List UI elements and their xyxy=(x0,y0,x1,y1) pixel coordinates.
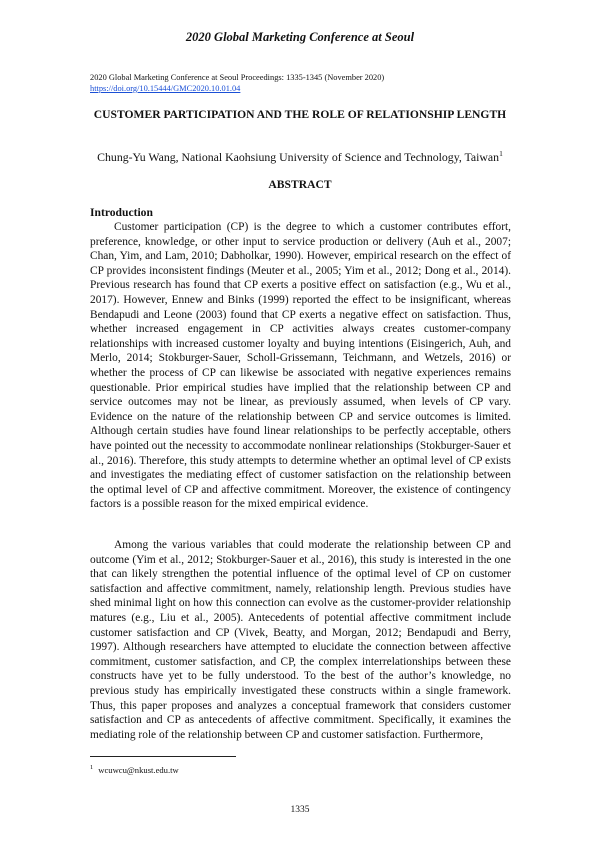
paper-title: CUSTOMER PARTICIPATION AND THE ROLE OF RELATIONSHIP LENGTH xyxy=(93,108,507,121)
abstract-heading: ABSTRACT xyxy=(268,178,332,191)
paragraph-text: Customer participation (CP) is the degree to which a customer contributes effort, preference, knowledge, or other input to service production or delivery (Auh et al., 2007; Chan, Yim, and Lam, 2010; Dabholkar, 1990). However, empirical research on the effect of CP provides inconsistent findings (Meuter et al., 2005; Yim et al., 2012; Dong et al., 2014). Previous research has found that CP exerts a positive effect on satisfaction (e.g., Wu et al., 2017). However, Ennew and Binks (1999) reported the effect to be insignificant, whereas Bendapudi and Leone (2003) found that CP exerts a negative effect on satisfaction. Thus, whether increased engagement in CP activities always creates customer-company relationships with increased customer loyalty and buying intentions (Eisingerich, Auh, and Merlo, 2014; Stokburger-Sauer, Scholl-Grissemann, Teichmann, and Wetzels, 2016) or whether the process of CP can likewise be associated with negative experiences remains questionable. Prior empirical studies have implied that the relationship between CP and service outcomes may not be linear, as previously assumed, when levels of CP vary. Evidence on the nature of the relationship between CP and service outcomes is limited. Although certain studies have found linear relationships to be perfectly acceptable, others have pointed out the necessity to accommodate nonlinear relationships (Stokburger-Sauer et al., 2016). Therefore, this study attempts to determine whether an optimal level of CP exists and investigates the mediating effect of customer satisfaction on the relationship between the optimal level of CP and affective commitment. Moreover, the existence of contingency factors is a possible reason for the mixed empirical evidence. xyxy=(90,221,511,511)
body-paragraph-1 xyxy=(90,220,511,512)
body-paragraph-2 xyxy=(90,538,511,742)
doi-link[interactable]: https://doi.org/10.15444/GMC2020.10.01.04 xyxy=(90,84,241,93)
page-number: 1335 xyxy=(290,805,310,815)
footnote-marker: 1 xyxy=(90,764,94,771)
proceedings-citation: 2020 Global Marketing Conference at Seoul Proceedings: 1335-1345 (November 2020) xyxy=(90,73,385,82)
author-line xyxy=(90,150,510,164)
paragraph-text: Among the various variables that could moderate the relationship between CP and outcome (Yim et al., 2012; Stokburger-Sauer et al., 2016), this study is interested in the one that can likely strengthen the potential influence of the optimal level of CP on customer satisfaction and affective commitment, namely, relationship length. Previous studies have shed minimal light on how this connection can evolve as the customer-provider relationship matures (e.g., Liu et al., 2005). Antecedents of potential affective commitment include customer satisfaction and CP (Vivek, Beatty, and Morgan, 2012; Bendapudi and Berry, 1997). Although researchers have attempted to elucidate the connection between affective commitment, customer satisfaction, and CP, the complex interrelationships between these constructs have yet to be fully understood. To the best of the author’s knowledge, no previous study has empirically investigated these constructs within a single framework. Thus, this paper proposes and analyzes a conceptual framework that considers customer satisfaction and CP as antecedents of affective commitment. Specifically, it examines the mediating role of the relationship between CP and customer satisfaction. Furthermore, xyxy=(90,539,511,741)
section-heading-introduction: Introduction xyxy=(90,206,153,219)
proceedings-info xyxy=(90,72,510,94)
footnote xyxy=(90,764,179,775)
footnote-divider xyxy=(90,756,236,757)
running-head: 2020 Global Marketing Conference at Seoul xyxy=(185,30,415,44)
author-affiliation: Chung-Yu Wang, National Kaohsiung University of Science and Technology, Taiwan xyxy=(97,150,500,164)
author-footnote-marker: 1 xyxy=(499,149,503,159)
footnote-email: wcuwcu@nkust.edu.tw xyxy=(98,764,179,775)
